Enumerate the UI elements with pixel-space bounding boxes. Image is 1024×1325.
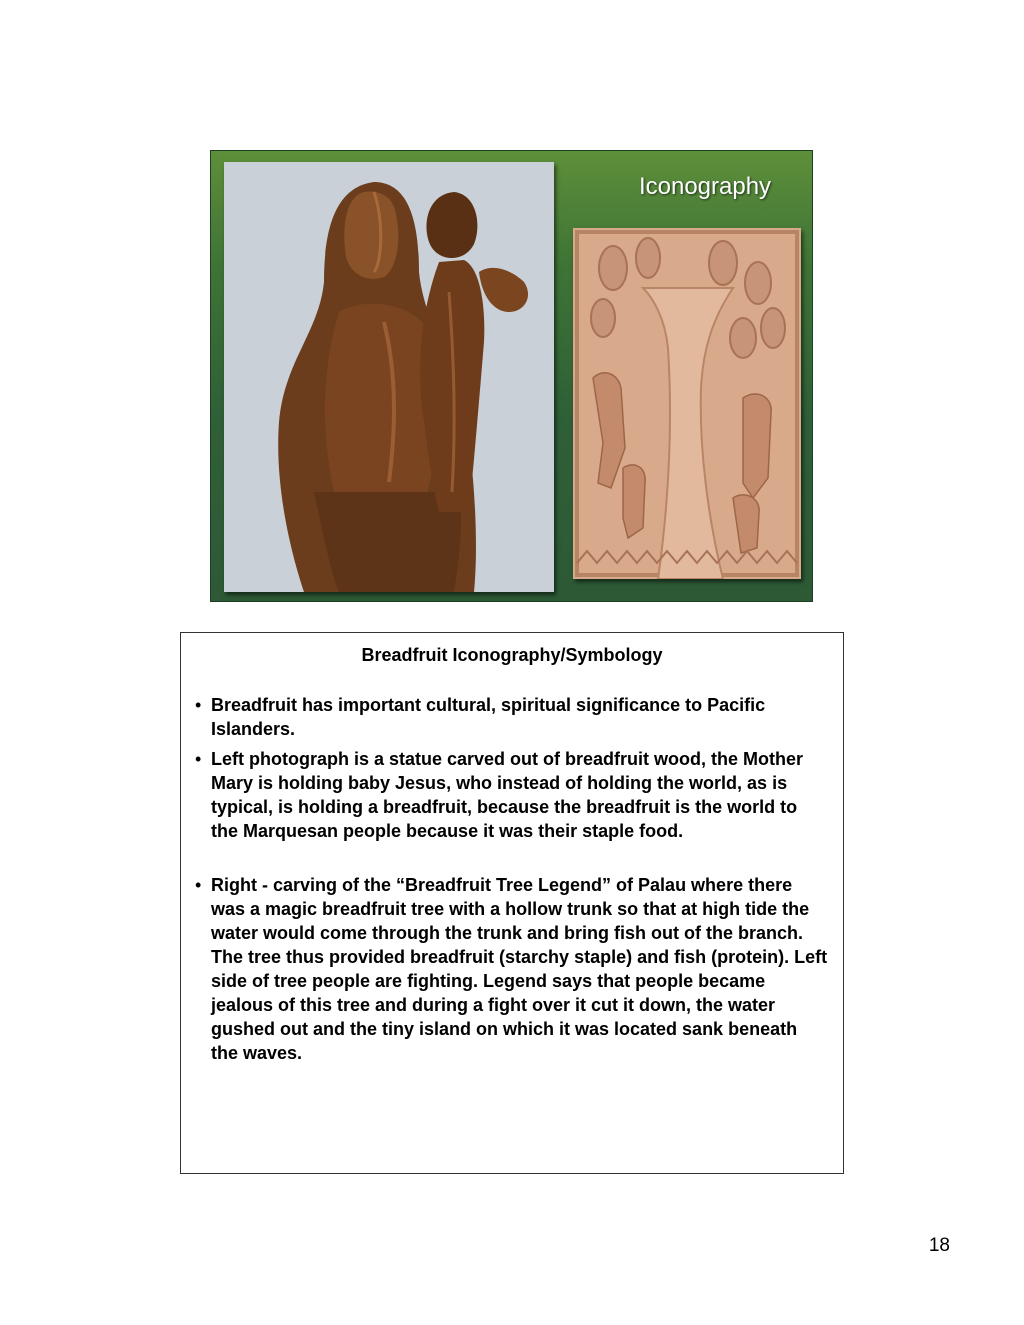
list-item [195,873,829,1065]
notes-box [180,632,844,1174]
page-number: 18 [928,1235,950,1256]
list-item [195,747,829,843]
bullet-text: Left photograph is a statue carved out of breadfruit wood, the Mother Mary is holding baby Jesus, who instead of holding the world, as is typical, is holding a breadfruit, because the breadfruit is the world to the Marquesan people because it was their staple food. [211,749,804,841]
carving-photo [573,228,801,579]
slide-title: Iconography [638,173,772,200]
notes-heading: Breadfruit Iconography/Symbology [361,645,663,665]
bullet-text: Breadfruit has important cultural, spiritual significance to Pacific Islanders. [211,695,766,739]
bullet-icon: • [195,695,202,715]
bullet-text: Right - carving of the “Breadfruit Tree Legend” of Palau where there was a magic breadfruit tree with a hollow trunk so that at high tide the water would come through the trunk and bring fish out of the branch. The tree thus provided breadfruit (starchy staple) and fish (protein). Left side of tree people are fighting. Legend says that people became jealous of this tree and during a fight over it cut it down, the water gushed out and the tiny island on which it was located sank beneath the waves. [211,875,828,1063]
bullet-icon: • [195,875,202,895]
notes-bullet-list [195,693,829,1065]
list-item [195,693,829,741]
statue-photo [224,162,554,592]
bullet-icon: • [195,749,202,769]
slide-panel [210,150,813,602]
